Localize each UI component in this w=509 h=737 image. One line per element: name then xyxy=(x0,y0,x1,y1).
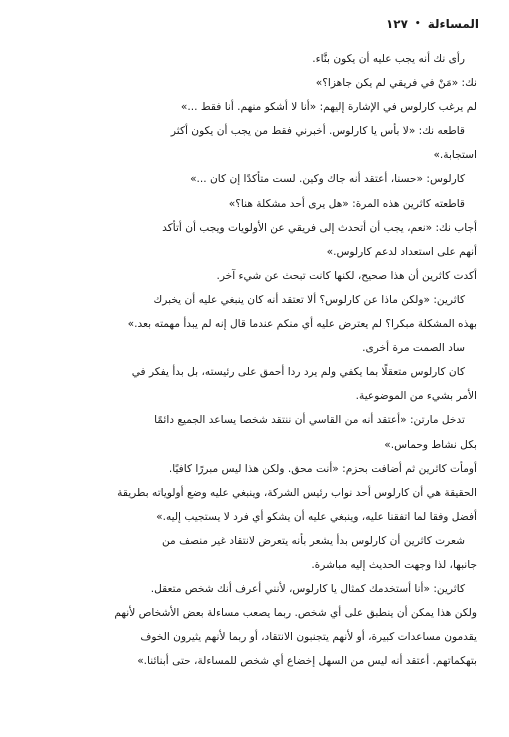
text-line: جانبها، لذا وجهت الحديث إليه مباشرة. xyxy=(311,558,477,571)
text-line: بكل نشاط وحماس.» xyxy=(384,438,477,451)
text-line: بتهكماتهم. أعتقد أنه ليس من السهل إخضاع أي شخص للمساءلة، حتى أبنائنا.» xyxy=(137,655,477,668)
text-line: استجابة.» xyxy=(433,149,477,162)
body-text xyxy=(33,47,477,673)
text-line: تدخل مارتن: «أعتقد أنه من القاسي أن ننتقد شخصا يساعد الجميع دائمًا xyxy=(154,414,465,427)
text-line: أومأت كاثرين ثم أضافت بحزم: «أنت محق. ولكن هذا ليس مبررًا كافيًا. xyxy=(168,462,477,475)
text-line: ساد الصمت مرة أخرى. xyxy=(362,342,465,355)
text-line: يقدمون مساعدات كبيرة، أو لأنهم يتجنبون الانتقاد، أو ربما لأنهم يثيرون الخوف xyxy=(140,631,477,644)
chapter-title: المساءلة xyxy=(427,17,479,31)
text-line: أكدت كاثرين أن هذا صحيح، لكنها كانت تبحث عن شيء آخر. xyxy=(216,269,477,282)
text-line: كارلوس: «حسنا، أعتقد أنه جاك وكين. لست متأكدًا إن كان ...» xyxy=(190,173,465,186)
text-line: ولكن هذا يمكن أن ينطبق على أي شخص. ربما يصعب مساءلة بعض الأشخاص لأنهم xyxy=(114,607,477,620)
text-line: لم يرغب كارلوس في الإشارة إليهم: «أنا لا أشكو منهم. أنا فقط ...» xyxy=(180,101,477,114)
text-line: أنهم على استعداد لدعم كارلوس.» xyxy=(326,245,477,258)
text-line: كان كارلوس متعقلًا بما يكفي ولم يرد ردا أحمق على رئيسته، بل بدأ يفكر في xyxy=(131,366,465,379)
header-separator: • xyxy=(414,19,421,29)
text-line: أفضل وفقا لما اتفقنا عليه، وينبغي عليه أن يشكو أي فرد لا يستجيب إليه.» xyxy=(156,510,477,523)
text-line: الأمر بشيء من الموضوعية. xyxy=(355,390,477,403)
text-line: رأى نك أنه يجب عليه أن يكون بنَّاء. xyxy=(312,53,465,65)
text-line: قاطعه نك: «لا بأس يا كارلوس. أخبرني فقط من يجب أن يكون أكثر xyxy=(170,125,465,138)
text-line: نك: «مَنْ في فريقي لم يكن جاهزا؟» xyxy=(315,77,477,90)
text-line: كاثرين: «أنا أستخدمك كمثال يا كارلوس، لأنني أعرف أنك شخص متعقل. xyxy=(150,583,465,596)
text-line: كاثرين: «ولكن ماذا عن كارلوس؟ ألا تعتقد أنه كان ينبغي عليه أن يخبرك xyxy=(153,293,465,306)
page-number: ١٢٧ xyxy=(385,17,408,31)
text-line: شعرت كاثرين أن كارلوس بدأ يشعر بأنه يتعرض لانتقاد غير منصف من xyxy=(161,534,465,547)
page-header xyxy=(30,13,479,35)
text-line: قاطعته كاثرين هذه المرة: «هل يرى أحد مشكلة هنا؟» xyxy=(228,197,465,210)
text-line: الحقيقة هي أن كارلوس أحد نواب رئيس الشركة، وينبغي عليه وضع أولوياته بطريقة xyxy=(117,486,477,499)
text-line: أجاب نك: «نعم، يجب أن أتحدث إلى فريقي عن الأولويات ويجب أن أتأكد xyxy=(162,221,477,234)
text-line: بهذه المشكلة مبكرا؟ لم يعترض عليه أي منكم عندما قال إنه لم يبدأ مهمته بعد.» xyxy=(127,318,477,331)
